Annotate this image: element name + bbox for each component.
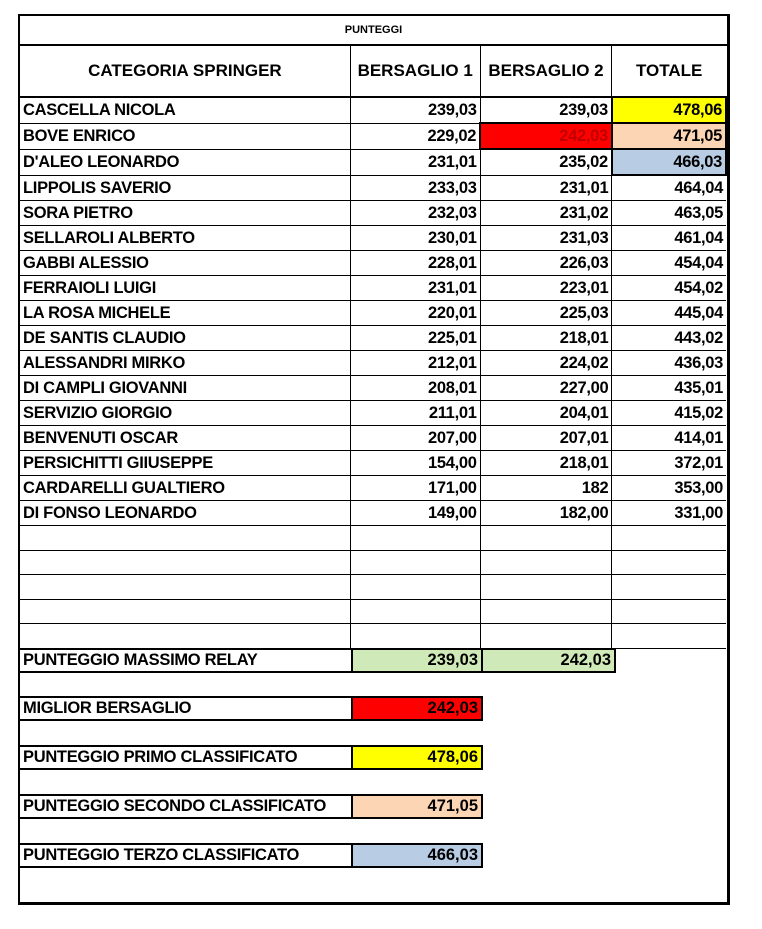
competitor-name-cell[interactable] xyxy=(20,575,350,600)
target-1-score-cell[interactable] xyxy=(350,550,480,575)
table-row xyxy=(20,326,726,351)
target-1-score-cell[interactable]: 212,01 xyxy=(350,351,480,376)
total-score-cell[interactable]: 466,03 xyxy=(612,149,726,175)
table-row xyxy=(20,201,726,226)
total-score-cell[interactable]: 436,03 xyxy=(612,351,726,376)
target-2-score-cell[interactable] xyxy=(480,575,612,600)
total-score-cell[interactable]: 445,04 xyxy=(612,301,726,326)
competitor-name-cell[interactable]: DI FONSO LEONARDO xyxy=(20,501,350,526)
table-row xyxy=(20,351,726,376)
table-row xyxy=(20,251,726,276)
table-row xyxy=(20,276,726,301)
score-sheet xyxy=(18,14,730,905)
total-score-cell[interactable]: 471,05 xyxy=(612,123,726,149)
competitor-name-cell[interactable] xyxy=(20,526,350,551)
target-2-score-cell[interactable]: 204,01 xyxy=(480,401,612,426)
target-1-score-cell[interactable]: 154,00 xyxy=(350,451,480,476)
target-2-score-cell[interactable]: 225,03 xyxy=(480,301,612,326)
total-score-cell[interactable] xyxy=(612,624,726,649)
empty-row xyxy=(20,550,726,575)
target-1-score-cell[interactable]: 220,01 xyxy=(350,301,480,326)
competitor-name-cell[interactable]: FERRAIOLI LUIGI xyxy=(20,276,350,301)
total-score-cell[interactable] xyxy=(612,550,726,575)
summary-third-place xyxy=(20,843,483,868)
competitor-name-cell[interactable]: PERSICHITTI GIIUSEPPE xyxy=(20,451,350,476)
table-row xyxy=(20,301,726,326)
competitor-name-cell[interactable] xyxy=(20,624,350,649)
table-row xyxy=(20,476,726,501)
sheet-title: PUNTEGGI xyxy=(20,16,727,46)
table-row xyxy=(20,97,726,123)
scores-table xyxy=(20,46,727,649)
table-row xyxy=(20,451,726,476)
competitor-name-cell[interactable]: DI CAMPLI GIOVANNI xyxy=(20,376,350,401)
total-score-cell[interactable]: 478,06 xyxy=(612,97,726,123)
target-1-score-cell[interactable]: 232,03 xyxy=(350,201,480,226)
competitor-name-cell[interactable]: GABBI ALESSIO xyxy=(20,251,350,276)
competitor-name-cell[interactable]: CASCELLA NICOLA xyxy=(20,97,350,123)
total-score-cell[interactable] xyxy=(612,575,726,600)
target-1-score-cell[interactable]: 208,01 xyxy=(350,376,480,401)
relay-value-1[interactable]: 239,03 xyxy=(353,648,483,673)
target-2-score-cell[interactable]: 218,01 xyxy=(480,326,612,351)
relay-label: PUNTEGGIO MASSIMO RELAY xyxy=(20,648,353,673)
header-row xyxy=(20,46,726,97)
empty-row xyxy=(20,526,726,551)
table-row xyxy=(20,175,726,201)
competitor-name-cell[interactable]: CARDARELLI GUALTIERO xyxy=(20,476,350,501)
table-row xyxy=(20,123,726,149)
table-row xyxy=(20,149,726,175)
best-target-label: MIGLIOR BERSAGLIO xyxy=(20,696,353,721)
target-2-score-cell[interactable] xyxy=(480,550,612,575)
table-row xyxy=(20,501,726,526)
total-score-cell[interactable]: 443,02 xyxy=(612,326,726,351)
competitor-name-cell[interactable]: SELLAROLI ALBERTO xyxy=(20,226,350,251)
empty-row xyxy=(20,624,726,649)
total-score-cell[interactable]: 454,04 xyxy=(612,251,726,276)
first-place-value[interactable]: 478,06 xyxy=(353,745,483,770)
summary-second-place xyxy=(20,794,483,819)
total-score-cell[interactable]: 414,01 xyxy=(612,426,726,451)
header-total: TOTALE xyxy=(612,46,726,97)
total-score-cell[interactable] xyxy=(612,599,726,624)
competitor-name-cell[interactable]: BOVE ENRICO xyxy=(20,123,350,149)
target-2-score-cell[interactable] xyxy=(480,599,612,624)
total-score-cell[interactable]: 353,00 xyxy=(612,476,726,501)
target-1-score-cell[interactable]: 228,01 xyxy=(350,251,480,276)
summary-best-target xyxy=(20,696,483,721)
target-1-score-cell[interactable]: 171,00 xyxy=(350,476,480,501)
relay-value-2[interactable]: 242,03 xyxy=(483,648,616,673)
target-1-score-cell[interactable]: 233,03 xyxy=(350,175,480,201)
target-1-score-cell[interactable]: 231,01 xyxy=(350,276,480,301)
competitor-name-cell[interactable] xyxy=(20,599,350,624)
target-2-score-cell[interactable]: 239,03 xyxy=(480,97,612,123)
first-place-label: PUNTEGGIO PRIMO CLASSIFICATO xyxy=(20,745,353,770)
total-score-cell[interactable]: 454,02 xyxy=(612,276,726,301)
target-2-score-cell[interactable]: 182,00 xyxy=(480,501,612,526)
header-target-2: BERSAGLIO 2 xyxy=(480,46,612,97)
empty-row xyxy=(20,599,726,624)
total-score-cell[interactable] xyxy=(612,526,726,551)
third-place-label: PUNTEGGIO TERZO CLASSIFICATO xyxy=(20,843,353,868)
total-score-cell[interactable]: 461,04 xyxy=(612,226,726,251)
competitor-name-cell[interactable]: D'ALEO LEONARDO xyxy=(20,149,350,175)
target-2-score-cell[interactable]: 226,03 xyxy=(480,251,612,276)
target-1-score-cell[interactable] xyxy=(350,624,480,649)
competitor-name-cell[interactable]: LIPPOLIS SAVERIO xyxy=(20,175,350,201)
target-2-score-cell[interactable]: 224,02 xyxy=(480,351,612,376)
target-2-score-cell[interactable]: 231,03 xyxy=(480,226,612,251)
target-1-score-cell[interactable]: 225,01 xyxy=(350,326,480,351)
second-place-value[interactable]: 471,05 xyxy=(353,794,483,819)
table-row xyxy=(20,401,726,426)
table-row xyxy=(20,226,726,251)
target-1-score-cell[interactable] xyxy=(350,575,480,600)
target-1-score-cell[interactable]: 211,01 xyxy=(350,401,480,426)
target-2-score-cell[interactable]: 182 xyxy=(480,476,612,501)
table-row xyxy=(20,426,726,451)
competitor-name-cell[interactable]: SORA PIETRO xyxy=(20,201,350,226)
target-2-score-cell[interactable]: 235,02 xyxy=(480,149,612,175)
target-1-score-cell[interactable] xyxy=(350,526,480,551)
scores-body xyxy=(20,97,726,648)
competitor-name-cell[interactable]: SERVIZIO GIORGIO xyxy=(20,401,350,426)
best-target-value[interactable]: 242,03 xyxy=(353,696,483,721)
total-score-cell[interactable]: 464,04 xyxy=(612,175,726,201)
target-2-score-cell[interactable] xyxy=(480,526,612,551)
competitor-name-cell[interactable] xyxy=(20,550,350,575)
competitor-name-cell[interactable]: BENVENUTI OSCAR xyxy=(20,426,350,451)
total-score-cell[interactable]: 372,01 xyxy=(612,451,726,476)
total-score-cell[interactable]: 415,02 xyxy=(612,401,726,426)
third-place-value[interactable]: 466,03 xyxy=(353,843,483,868)
target-1-score-cell[interactable]: 239,03 xyxy=(350,97,480,123)
header-category: CATEGORIA SPRINGER xyxy=(20,46,350,97)
total-score-cell[interactable]: 463,05 xyxy=(612,201,726,226)
target-2-score-cell[interactable]: 227,00 xyxy=(480,376,612,401)
header-target-1: BERSAGLIO 1 xyxy=(350,46,480,97)
empty-row xyxy=(20,575,726,600)
total-score-cell[interactable]: 435,01 xyxy=(612,376,726,401)
target-2-score-cell[interactable]: 231,02 xyxy=(480,201,612,226)
summary-relay xyxy=(20,648,616,673)
second-place-label: PUNTEGGIO SECONDO CLASSIFICATO xyxy=(20,794,353,819)
target-2-score-cell[interactable]: 242,03 xyxy=(480,123,612,149)
competitor-name-cell[interactable]: LA ROSA MICHELE xyxy=(20,301,350,326)
table-row xyxy=(20,376,726,401)
target-1-score-cell[interactable]: 231,01 xyxy=(350,149,480,175)
target-2-score-cell[interactable] xyxy=(480,624,612,649)
summary-first-place xyxy=(20,745,483,770)
target-2-score-cell[interactable]: 207,01 xyxy=(480,426,612,451)
competitor-name-cell[interactable]: DE SANTIS CLAUDIO xyxy=(20,326,350,351)
target-1-score-cell[interactable]: 230,01 xyxy=(350,226,480,251)
target-1-score-cell[interactable] xyxy=(350,599,480,624)
target-1-score-cell[interactable]: 207,00 xyxy=(350,426,480,451)
competitor-name-cell[interactable]: ALESSANDRI MIRKO xyxy=(20,351,350,376)
target-2-score-cell[interactable]: 218,01 xyxy=(480,451,612,476)
target-2-score-cell[interactable]: 231,01 xyxy=(480,175,612,201)
total-score-cell[interactable]: 331,00 xyxy=(612,501,726,526)
target-1-score-cell[interactable]: 229,02 xyxy=(350,123,480,149)
target-1-score-cell[interactable]: 149,00 xyxy=(350,501,480,526)
target-2-score-cell[interactable]: 223,01 xyxy=(480,276,612,301)
